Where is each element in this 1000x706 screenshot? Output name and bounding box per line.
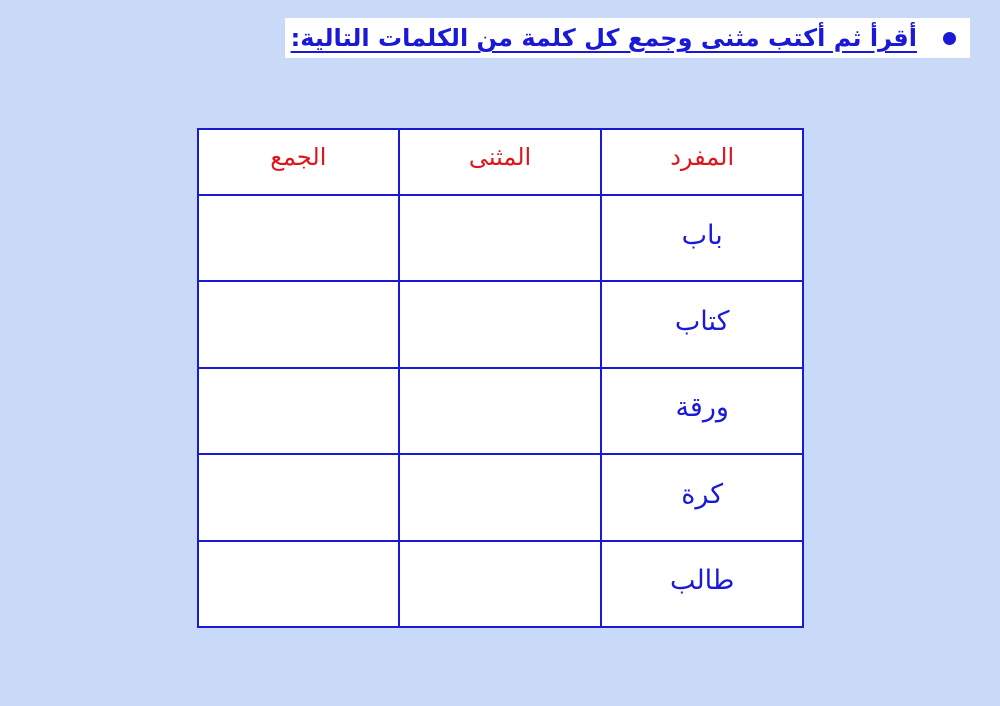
table-row: [198, 368, 803, 454]
table-row: [198, 281, 803, 367]
cell-dual-answer[interactable]: [399, 281, 602, 367]
cell-dual-answer[interactable]: [399, 195, 602, 281]
table-row: [198, 541, 803, 627]
table-header-row: [198, 129, 803, 195]
cell-plural-answer[interactable]: [198, 454, 399, 540]
cell-singular: كتاب: [601, 281, 803, 367]
cell-plural-answer[interactable]: [198, 541, 399, 627]
cell-dual-answer[interactable]: [399, 454, 602, 540]
cell-singular: باب: [601, 195, 803, 281]
cell-dual-answer[interactable]: [399, 541, 602, 627]
instruction-text: أقرأ ثم أكتب مثنى وجمع كل كلمة من الكلمات التالية:: [290, 24, 917, 52]
header-plural: الجمع: [198, 129, 399, 195]
cell-singular: كرة: [601, 454, 803, 540]
cell-singular: طالب: [601, 541, 803, 627]
instruction-banner: [285, 18, 970, 58]
cell-dual-answer[interactable]: [399, 368, 602, 454]
cell-singular: ورقة: [601, 368, 803, 454]
cell-plural-answer[interactable]: [198, 368, 399, 454]
table-row: [198, 454, 803, 540]
table-row: [198, 195, 803, 281]
header-dual: المثنى: [399, 129, 602, 195]
cell-plural-answer[interactable]: [198, 281, 399, 367]
header-singular: المفرد: [601, 129, 803, 195]
bullet-icon: [943, 32, 956, 45]
worksheet-table: [197, 128, 804, 628]
cell-plural-answer[interactable]: [198, 195, 399, 281]
